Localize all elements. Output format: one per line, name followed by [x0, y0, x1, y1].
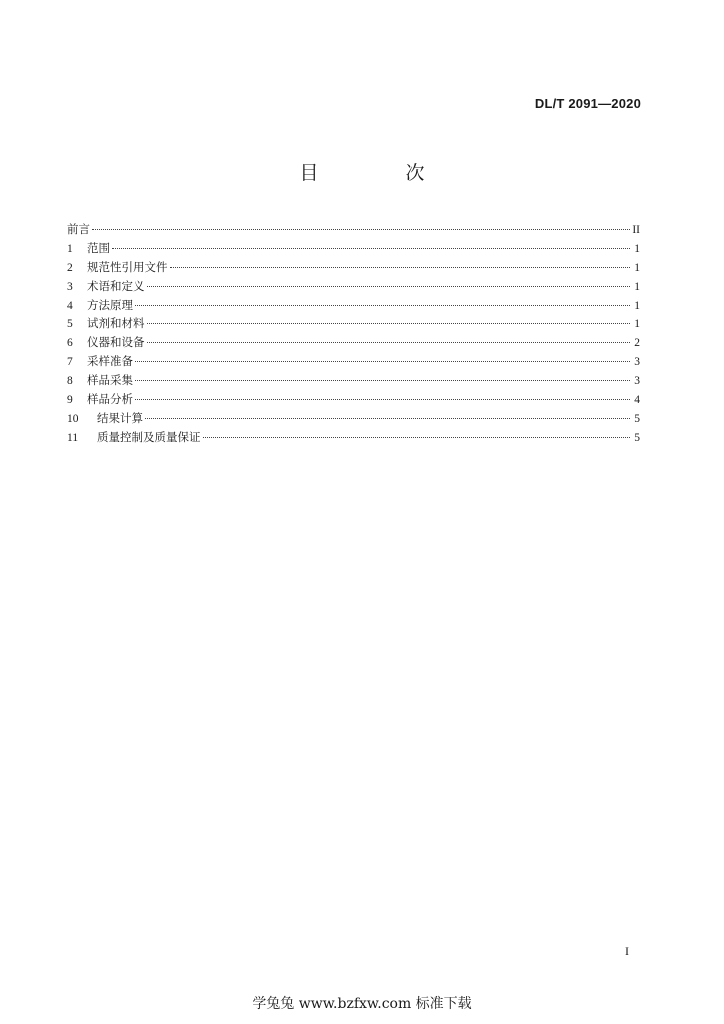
toc-entry-page: 5 — [634, 431, 640, 444]
toc-entry-page: 3 — [634, 356, 640, 369]
toc-dot-leader — [203, 437, 631, 438]
toc-entry[interactable] — [67, 371, 640, 390]
toc-dot-leader — [147, 323, 631, 324]
toc-entry-number: 10 — [67, 412, 79, 425]
toc-entry-page: 3 — [634, 375, 640, 388]
toc-entry-number: 2 — [67, 261, 73, 274]
toc-entry[interactable] — [67, 314, 640, 333]
toc-dot-leader — [147, 286, 631, 287]
toc-entry-title: 结果计算 — [97, 410, 143, 425]
toc-entry-title: 前言 — [67, 222, 90, 236]
toc-dot-leader — [147, 342, 631, 343]
toc-entry-page: 4 — [634, 394, 640, 407]
toc-entry[interactable] — [67, 220, 640, 239]
table-of-contents — [67, 220, 640, 447]
toc-dot-leader — [135, 380, 630, 381]
toc-entry-page: II — [632, 224, 640, 236]
footer-watermark: 学兔兔 www.bzfxw.com 标准下载 — [252, 996, 472, 1012]
toc-dot-leader — [145, 418, 630, 419]
toc-entry-number: 5 — [67, 318, 73, 331]
toc-entry[interactable] — [67, 258, 640, 277]
toc-entry-page: 2 — [634, 337, 640, 350]
toc-entry-number: 7 — [67, 356, 73, 369]
page-title: 目 次 — [299, 162, 459, 184]
toc-dot-leader — [135, 399, 630, 400]
toc-entry-title: 样品采集 — [87, 373, 133, 388]
toc-entry-title: 方法原理 — [87, 297, 133, 312]
toc-entry-page: 1 — [634, 318, 640, 331]
toc-entry-title: 仪器和设备 — [87, 335, 145, 350]
page-number: I — [625, 944, 629, 958]
toc-entry[interactable] — [67, 277, 640, 296]
toc-entry-title: 术语和定义 — [87, 278, 145, 293]
toc-entry-title: 采样准备 — [87, 354, 133, 369]
toc-entry-page: 1 — [634, 299, 640, 312]
toc-entry-number: 6 — [67, 337, 73, 350]
toc-entry[interactable] — [67, 409, 640, 428]
toc-entry[interactable] — [67, 390, 640, 409]
toc-entry[interactable] — [67, 352, 640, 371]
toc-dot-leader — [112, 248, 630, 249]
toc-entry-page: 5 — [634, 412, 640, 425]
toc-entry-number: 1 — [67, 242, 73, 255]
toc-entry[interactable] — [67, 239, 640, 258]
toc-entry-number: 3 — [67, 280, 73, 293]
toc-entry-title: 样品分析 — [87, 392, 133, 407]
toc-entry[interactable] — [67, 333, 640, 352]
toc-entry-number: 9 — [67, 394, 73, 407]
toc-entry-title: 试剂和材料 — [87, 316, 145, 331]
toc-entry-title: 范围 — [87, 240, 110, 255]
toc-entry[interactable] — [67, 428, 640, 447]
toc-entry-page: 1 — [634, 242, 640, 255]
toc-dot-leader — [135, 305, 630, 306]
toc-dot-leader — [92, 229, 630, 230]
toc-entry-title: 规范性引用文件 — [87, 259, 168, 274]
toc-entry-page: 1 — [634, 261, 640, 274]
toc-dot-leader — [170, 267, 631, 268]
toc-entry-number: 11 — [67, 431, 79, 444]
toc-dot-leader — [135, 361, 630, 362]
toc-entry-number: 4 — [67, 299, 73, 312]
toc-entry[interactable] — [67, 296, 640, 315]
toc-entry-page: 1 — [634, 280, 640, 293]
toc-entry-number: 8 — [67, 375, 73, 388]
toc-entry-title: 质量控制及质量保证 — [97, 429, 201, 444]
document-code: DL/T 2091—2020 — [534, 96, 641, 111]
